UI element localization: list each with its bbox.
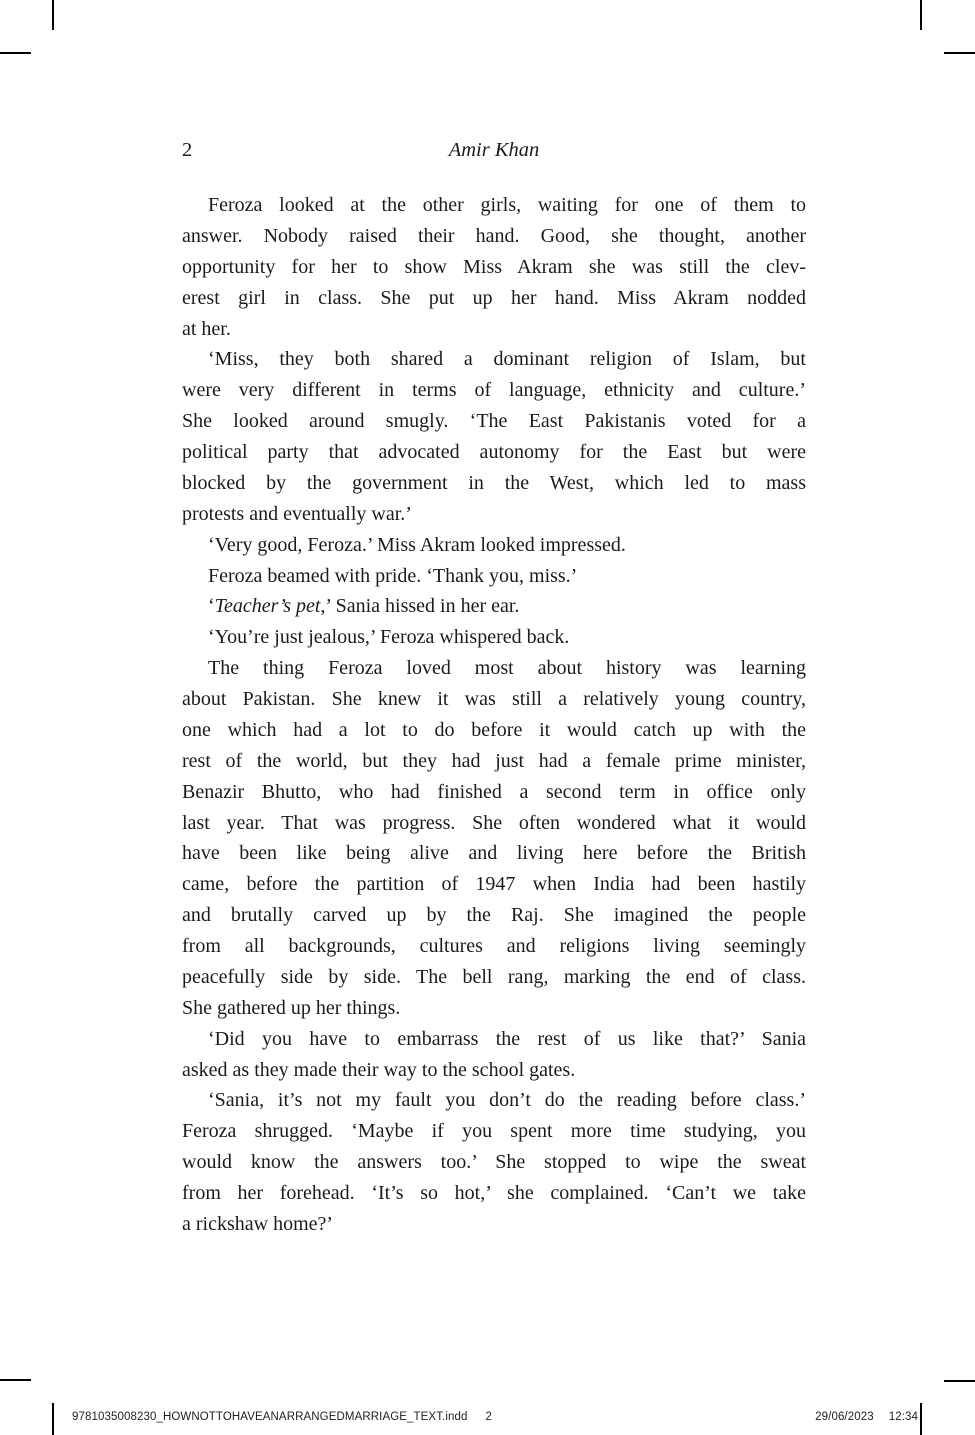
crop-mark-bottom-left-horizontal: [0, 1379, 31, 1381]
footer-date: 29/06/2023: [815, 1411, 874, 1423]
text-line: Benazir Bhutto, who had finished a second term in office only: [182, 780, 806, 803]
text-line: She looked around smugly. ‘The East Pakistanis voted for a: [182, 410, 806, 433]
text-line: erest girl in class. She put up her hand. Miss Akram nodded: [182, 286, 806, 309]
footer-slug-left: [72, 1411, 492, 1423]
footer-time: 12:34: [888, 1411, 918, 1423]
text-line: protests and eventually war.’: [182, 502, 412, 525]
text-line: ‘Sania, it’s not my fault you don’t do the reading before class.’: [208, 1089, 806, 1112]
text-line: ‘Very good, Feroza.’ Miss Akram looked impressed.: [208, 533, 626, 556]
text-line: ‘You’re just jealous,’ Feroza whispered back.: [208, 626, 570, 649]
text-line: opportunity for her to show Miss Akram she was still the clev-: [182, 255, 806, 278]
text-line: from her forehead. ‘It’s so hot,’ she complained. ‘Can’t we take: [182, 1182, 806, 1204]
text-line: asked as they made their way to the school gates.: [182, 1058, 576, 1081]
text-line: and brutally carved up by the Raj. She imagined the people: [182, 904, 806, 927]
text-line: a rickshaw home?’: [182, 1212, 334, 1235]
text-line: The thing Feroza loved most about history was learning: [208, 657, 806, 680]
text-line: came, before the partition of 1947 when India had been hastily: [182, 873, 806, 896]
page-number: 2: [182, 139, 193, 161]
footer-slug-right: [815, 1411, 918, 1423]
crop-mark-top-right-vertical: [920, 0, 922, 30]
text-line: at her.: [182, 317, 231, 340]
text-line: Feroza shrugged. ‘Maybe if you spent more time studying, you: [182, 1120, 806, 1143]
text-line: blocked by the government in the West, which led to mass: [182, 471, 806, 494]
text-line: rest of the world, but they had just had a female prime minister,: [182, 749, 806, 772]
footer-page-number: 2: [485, 1411, 492, 1423]
text-line: Feroza beamed with pride. ‘Thank you, miss.’: [208, 564, 578, 587]
crop-mark-top-left-vertical: [52, 0, 54, 30]
footer-rule-left: [52, 1403, 54, 1435]
text-line: answer. Nobody raised their hand. Good, she thought, another: [182, 224, 806, 247]
text-line: ‘Miss, they both shared a dominant religion of Islam, but: [208, 348, 806, 371]
text-line: last year. That was progress. She often wondered what it would: [182, 811, 806, 834]
text-line: have been like being alive and living here before the British: [182, 842, 806, 865]
text-line: Feroza looked at the other girls, waiting for one of them to: [208, 194, 806, 216]
footer-slug: [0, 1403, 975, 1435]
body-text-block: [182, 190, 806, 1240]
text-line: political party that advocated autonomy for the East but were: [182, 441, 806, 463]
text-line: were very different in terms of language, ethnicity and culture.’: [182, 379, 806, 402]
text-line: ‘Did you have to embarrass the rest of us like that?’ Sania: [208, 1027, 806, 1050]
text-line: one which had a lot to do before it would catch up with the: [182, 718, 806, 741]
text-line: She gathered up her things.: [182, 996, 401, 1019]
crop-mark-bottom-right-horizontal: [944, 1380, 975, 1382]
page-header: [182, 138, 806, 164]
running-head-author: Amir Khan: [448, 139, 540, 161]
crop-mark-top-right-horizontal: [944, 52, 975, 54]
text-line: about Pakistan. She knew it was still a relatively young country,: [182, 688, 806, 710]
footer-rule-right: [920, 1403, 922, 1435]
text-line: from all backgrounds, cultures and religions living seemingly: [182, 935, 806, 957]
text-line: would know the answers too.’ She stopped to wipe the sweat: [182, 1151, 806, 1174]
footer-filename: 9781035008230_HOWNOTTOHAVEANARRANGEDMARRIAGE_TEXT.indd: [72, 1411, 468, 1423]
text-line: ‘Teacher’s pet,’ Sania hissed in her ear.: [208, 595, 520, 618]
crop-mark-top-left-horizontal: [0, 52, 31, 54]
text-line: peacefully side by side. The bell rang, marking the end of class.: [182, 965, 806, 988]
